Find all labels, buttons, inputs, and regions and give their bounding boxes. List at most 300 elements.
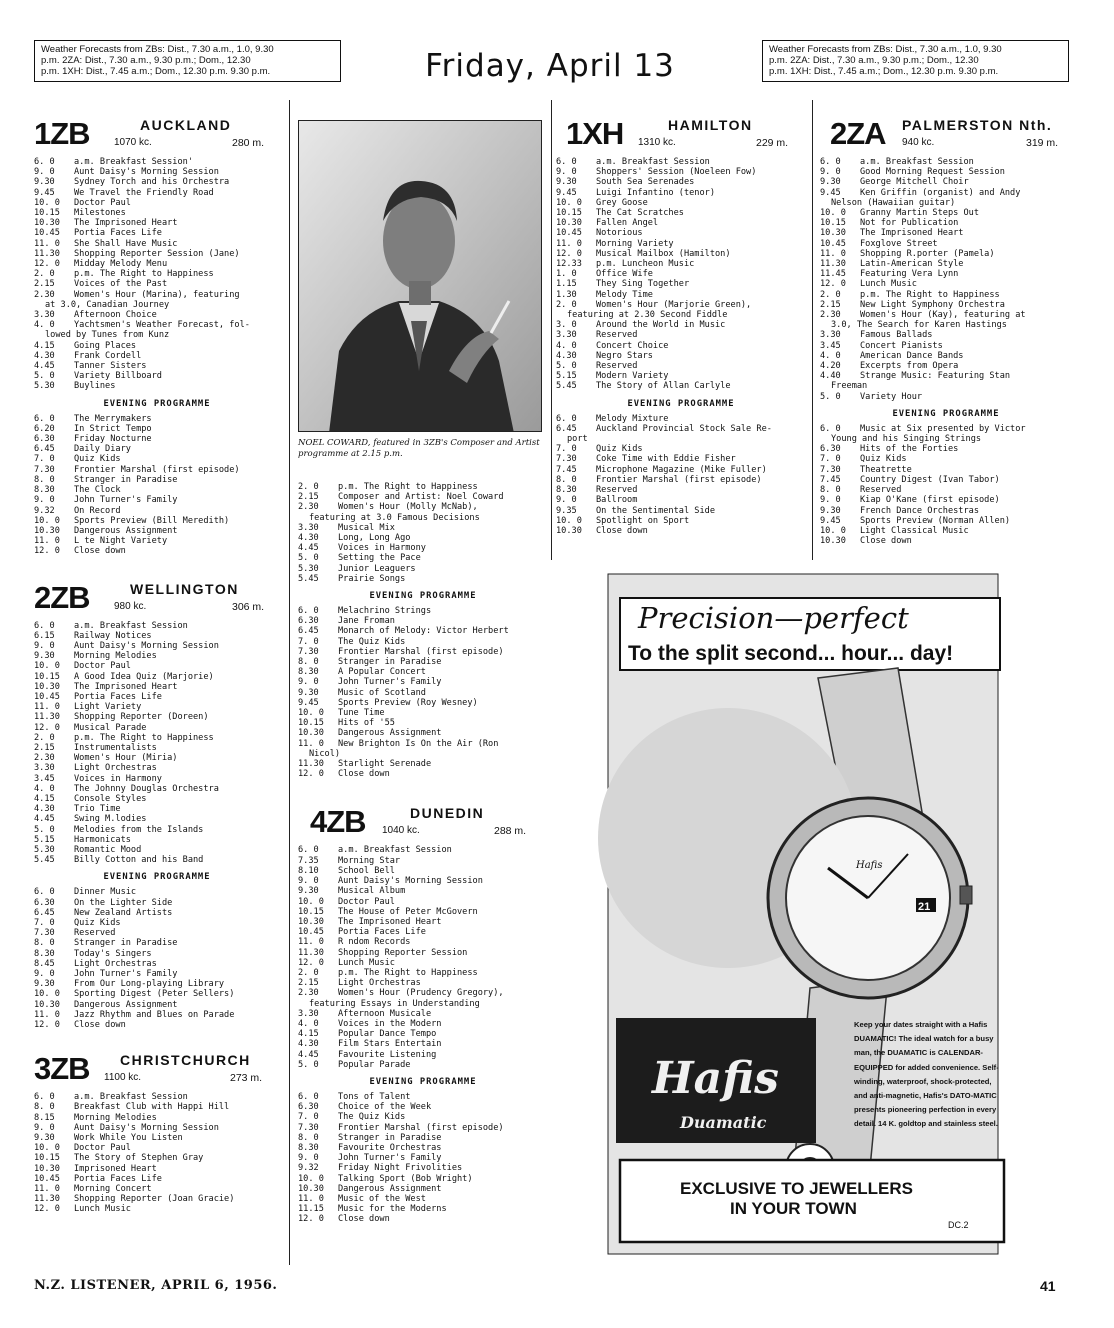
programme-time: 8. 0 (298, 1132, 319, 1143)
programme-time: 5.30 (298, 563, 319, 574)
programme-title: p.m. Luncheon Music (596, 259, 695, 270)
station-call-sign: 1XH (566, 116, 624, 151)
programme-title: Light Orchestras (74, 763, 157, 774)
column-1 (34, 117, 280, 1215)
exclusive-line1: EXCLUSIVE TO JEWELLERS (680, 1179, 914, 1198)
programme-list (34, 1092, 280, 1214)
programme-title: The Story of Stephen Gray (74, 1153, 204, 1164)
programme-title: Women's Hour (Kay), featuring at (860, 310, 1026, 321)
programme-time: 7.30 (298, 1122, 319, 1133)
programme-title: Dangerous Assignment (338, 728, 442, 739)
programme-title: Concert Choice (596, 340, 669, 351)
programme-title: Lunch Music (338, 957, 395, 968)
programme-item (34, 198, 280, 208)
programme-item (556, 157, 806, 167)
programme-time: 4.30 (34, 804, 55, 815)
programme-item (34, 631, 280, 641)
programme-time: 10.45 (556, 228, 582, 239)
programme-item (298, 759, 548, 769)
forecast-line: p.m. 1XH: Dist., 7.45 a.m.; Dom., 12.30 p.m. 9.30 p.m. (769, 66, 999, 77)
programme-list (556, 157, 806, 392)
programme-title: Frontier Marshal (first episode) (74, 464, 240, 475)
programme-time: 10.15 (820, 218, 846, 229)
programme-time: 7.45 (820, 474, 841, 485)
programme-time: 11.30 (34, 712, 60, 723)
programme-item (556, 361, 806, 371)
programme-title: We Travel the Friendly Road (74, 187, 214, 198)
programme-time: 12. 0 (820, 279, 846, 290)
programme-time: 7. 0 (298, 1112, 319, 1123)
programme-item (820, 208, 1072, 218)
programme-item (820, 290, 1072, 300)
programme-time: 7.30 (820, 464, 841, 475)
programme-item (556, 300, 806, 310)
programme-item (556, 465, 806, 475)
programme-time: 9.45 (820, 515, 841, 526)
programme-title: Aunt Daisy's Morning Session (74, 167, 219, 178)
evening-programme-list (820, 424, 1072, 546)
programme-title: Dangerous Assignment (74, 525, 178, 536)
programme-time: 11. 0 (820, 248, 846, 259)
programme-item (34, 1194, 280, 1204)
programme-item (34, 712, 280, 722)
programme-item (298, 1039, 548, 1049)
programme-item (34, 381, 280, 391)
programme-time: 3.30 (34, 310, 55, 321)
programme-item (556, 424, 806, 434)
programme-item (34, 424, 280, 434)
programme-title: Railway Notices (74, 630, 152, 641)
programme-time: 6. 0 (298, 845, 319, 856)
programme-item (34, 1153, 280, 1163)
programme-item (298, 968, 548, 978)
programme-title: A Popular Concert (338, 667, 426, 678)
programme-time: 4. 0 (556, 340, 577, 351)
programme-title: Shopping Reporter (Joan Gracie) (74, 1194, 235, 1205)
programme-title: The Imprisoned Heart (74, 681, 178, 692)
programme-time: 6. 0 (298, 1091, 319, 1102)
programme-item (556, 239, 806, 249)
programme-time: 4.40 (820, 371, 841, 382)
station-1zb (34, 117, 280, 557)
programme-time: 10. 0 (34, 1143, 60, 1154)
column-4 (820, 117, 1072, 546)
programme-item (556, 526, 806, 536)
programme-time: 11. 0 (298, 1193, 324, 1204)
programme-title: Portia Faces Life (74, 691, 162, 702)
programme-item (34, 434, 280, 444)
programme-title: Quiz Kids (74, 918, 121, 928)
programme-title: The Clock (74, 485, 121, 496)
programme-item (298, 1009, 548, 1019)
programme-time: 11.30 (820, 259, 846, 270)
programme-title: Doctor Paul (338, 896, 395, 907)
programme-time: 5. 0 (298, 1059, 319, 1070)
programme-item (34, 898, 280, 908)
programme-time: 6.45 (298, 626, 319, 637)
programme-title: a.m. Breakfast Session (74, 1092, 188, 1103)
programme-time: 11.30 (34, 248, 60, 259)
programme-time: 9.35 (556, 505, 577, 516)
programme-item (298, 958, 548, 968)
programme-time: 3.30 (820, 330, 841, 341)
programme-title: Sports Preview (Bill Meredith) (74, 515, 230, 526)
programme-title: Reserved (74, 928, 116, 939)
programme-time: 9.30 (34, 177, 55, 188)
programme-time: 1.15 (556, 279, 577, 290)
programme-title: Film Stars Entertain (338, 1039, 442, 1050)
programme-time: 10.15 (298, 906, 324, 917)
programme-title: p.m. The Right to Happiness (338, 967, 478, 978)
programme-time: 5. 0 (820, 391, 841, 402)
programme-time: 9.30 (298, 687, 319, 698)
programme-time: 8. 0 (34, 1102, 55, 1113)
programme-item (34, 259, 280, 269)
programme-title: Tons of Talent (338, 1091, 411, 1102)
programme-time: 8. 0 (298, 657, 319, 668)
station-call-sign: 1ZB (34, 116, 90, 151)
programme-time: 10.30 (298, 728, 324, 739)
programme-time: 6. 0 (34, 413, 55, 424)
programme-item (298, 1163, 548, 1173)
programme-item (34, 1133, 280, 1143)
programme-item (34, 485, 280, 495)
programme-item (34, 414, 280, 424)
programme-title: Buylines (74, 381, 116, 392)
programme-item (298, 1092, 548, 1102)
programme-title: John Turner's Family (74, 495, 178, 506)
programme-time: 3.30 (298, 1008, 319, 1019)
programme-item (34, 1010, 280, 1020)
programme-item (298, 1153, 548, 1163)
programme-time: 2.15 (34, 742, 55, 753)
programme-time: 9. 0 (34, 640, 55, 651)
programme-item (34, 361, 280, 371)
programme-title: Trio Time (74, 804, 121, 815)
programme-title: Doctor Paul (74, 197, 131, 208)
programme-time: 12. 0 (298, 769, 324, 780)
programme-time: 5.45 (556, 381, 577, 392)
programme-item (298, 948, 548, 958)
programme-title: Hits of '55 (338, 718, 395, 729)
programme-time: 9. 0 (34, 1122, 55, 1133)
programme-item (820, 259, 1072, 269)
programme-time: 4.15 (34, 793, 55, 804)
programme-title: Stranger in Paradise (74, 938, 178, 949)
programme-item (556, 516, 806, 526)
programme-title: The Imprisoned Heart (860, 228, 964, 239)
programme-item (298, 698, 548, 708)
programme-title: Frank Cordell (74, 350, 142, 361)
programme-item (34, 1113, 280, 1123)
programme-title: Frontier Marshal (first episode) (338, 1122, 504, 1133)
programme-item (298, 1143, 548, 1153)
programme-title: Today's Singers (74, 948, 152, 959)
programme-title: Shopping R.porter (Pamela) (860, 248, 995, 259)
programme-time: 5. 0 (298, 553, 319, 564)
programme-item (820, 454, 1072, 464)
programme-title: Musical Mailbox (Hamilton) (596, 248, 731, 259)
programme-item (34, 1102, 280, 1112)
programme-title: Hits of the Forties (860, 444, 959, 455)
programme-title: Close down (74, 1020, 126, 1031)
programme-title: Light Orchestras (74, 958, 157, 969)
programme-time: 12. 0 (34, 722, 60, 733)
programme-title: American Dance Bands (860, 350, 964, 361)
programme-time: 11.30 (298, 947, 324, 958)
programme-item (556, 485, 806, 495)
publication-footer: N.Z. LISTENER, APRIL 6, 1956. (34, 1278, 278, 1293)
programme-item (298, 1029, 548, 1039)
programme-time: 6.30 (820, 444, 841, 455)
programme-time: 6.20 (34, 423, 55, 434)
programme-item (820, 536, 1072, 546)
station-1xh (556, 117, 806, 536)
programme-title: Lunch Music (74, 1204, 131, 1215)
evening-programme-heading: EVENING PROGRAMME (369, 591, 477, 602)
programme-item (298, 907, 548, 917)
programme-time: 2.15 (298, 492, 319, 503)
programme-time: 7.30 (298, 646, 319, 657)
programme-time: 4. 0 (34, 783, 55, 794)
programme-title: Portia Faces Life (74, 228, 162, 239)
programme-time: 9.30 (298, 886, 319, 897)
programme-item (34, 157, 280, 167)
programme-time: 9.45 (34, 187, 55, 198)
programme-title: a.m. Breakfast Session' (74, 157, 193, 167)
programme-title: The House of Peter McGovern (338, 906, 478, 917)
programme-time: 9. 0 (298, 677, 319, 688)
programme-title: 3.0, The Search for Karen Hastings (831, 320, 1007, 331)
date-window: 21 (918, 901, 931, 913)
programme-item (34, 465, 280, 475)
programme-time: 10.30 (34, 1163, 60, 1174)
programme-title: Dangerous Assignment (338, 1183, 442, 1194)
programme-item (556, 167, 806, 177)
station-3zb (34, 1052, 280, 1214)
programme-time: 9. 0 (298, 1153, 319, 1164)
programme-time: 9.45 (298, 697, 319, 708)
programme-time: 4.45 (34, 361, 55, 372)
programme-item (820, 167, 1072, 177)
evening-programme-heading: EVENING PROGRAMME (627, 398, 735, 409)
programme-time: 3.30 (34, 763, 55, 774)
programme-time: 10.30 (820, 536, 846, 547)
programme-time: 8.10 (298, 865, 319, 876)
programme-title: The Imprisoned Heart (74, 218, 178, 229)
ad-brand: Hafis (652, 1053, 779, 1104)
programme-item (820, 351, 1072, 361)
programme-time: 9.30 (34, 1133, 55, 1144)
programme-title: Close down (338, 1214, 390, 1225)
station-call-sign: 2ZA (830, 116, 886, 151)
programme-title: Musical Album (338, 886, 406, 897)
programme-title: Jane Froman (338, 616, 395, 627)
programme-title: George Mitchell Choir (860, 177, 969, 188)
programme-title: Spotlight on Sport (596, 515, 690, 526)
programme-item (298, 1204, 548, 1214)
programme-time: 5.15 (34, 834, 55, 845)
programme-time: 11. 0 (298, 937, 324, 948)
programme-item (820, 330, 1072, 340)
programme-time: 6. 0 (34, 157, 55, 167)
programme-time: 4.30 (298, 533, 319, 544)
programme-item (34, 641, 280, 651)
programme-time: 10. 0 (820, 208, 846, 219)
station-frequency: 1100 kc. (104, 1072, 142, 1084)
programme-title: The Johnny Douglas Orchestra (74, 783, 219, 794)
programme-item (34, 692, 280, 702)
programme-time: 8. 0 (34, 474, 55, 485)
programme-title: Close down (860, 536, 912, 547)
programme-time: 12. 0 (298, 957, 324, 968)
programme-item (298, 1184, 548, 1194)
station-wavelength: 280 m. (232, 137, 265, 149)
programme-item (34, 1164, 280, 1174)
programme-time: 2. 0 (556, 299, 577, 310)
programme-item (34, 928, 280, 938)
programme-title: Notorious (596, 228, 643, 239)
programme-item (34, 341, 280, 351)
programme-title: Fallen Angel (596, 218, 659, 229)
programme-time: 6.45 (34, 444, 55, 455)
programme-item (34, 918, 280, 928)
forecast-box-right (762, 40, 1069, 82)
forecast-box-left (34, 40, 341, 82)
programme-time: 8. 0 (556, 474, 577, 485)
programme-title: Sports Preview (Roy Wesney) (338, 697, 478, 708)
programme-item (556, 320, 806, 330)
programme-title: Frontier Marshal (first episode) (596, 474, 762, 485)
programme-time: 6. 0 (34, 887, 55, 898)
programme-title: Console Styles (74, 793, 147, 804)
programme-item (298, 637, 548, 647)
programme-item (298, 749, 548, 759)
programme-time: 11.45 (820, 269, 846, 280)
programme-time: 11. 0 (556, 238, 582, 249)
programme-item (34, 208, 280, 218)
programme-title: Going Places (74, 340, 137, 351)
programme-item (556, 177, 806, 187)
programme-title: Breakfast Club with Happi Hill (74, 1102, 230, 1113)
programme-time: 10.30 (34, 681, 60, 692)
programme-time: 2. 0 (34, 732, 55, 743)
programme-title: The Merrymakers (74, 413, 152, 424)
programme-time: 8.30 (556, 485, 577, 496)
portrait-image (299, 121, 542, 432)
station-header (34, 1052, 280, 1092)
programme-item (298, 502, 548, 512)
programme-time: 6.45 (34, 907, 55, 918)
programme-item (298, 1174, 548, 1184)
programme-item (820, 506, 1072, 516)
programme-title: Morning Star (338, 855, 401, 866)
programme-item (820, 392, 1072, 402)
programme-title: Jazz Rhythm and Blues on Parade (74, 1009, 235, 1020)
programme-time: 4.15 (298, 1029, 319, 1040)
programme-time: 5. 0 (556, 361, 577, 372)
ad-copy: Keep your dates straight with a Hafis DUAMATIC! The ideal watch for a busy man, the DUAMATIC is CALENDAR-EQUIPPED for added convenience. Self-winding, waterproof, shock-protected, and anti-magnetic, Hafis's DATO-MATIC presents pioneering perfection in every detail. 14 K. goldtop and stainless steel. (854, 1020, 999, 1129)
programme-title: Doctor Paul (74, 661, 131, 672)
programme-item (298, 1123, 548, 1133)
programme-item (820, 239, 1072, 249)
programme-item (556, 444, 806, 454)
page-number: 41 (1040, 1278, 1056, 1294)
programme-time: 10.45 (34, 691, 60, 702)
programme-item (298, 876, 548, 886)
station-call-sign: 4ZB (310, 804, 366, 840)
programme-title: Light Variety (74, 702, 142, 713)
programme-title: Grey Goose (596, 197, 648, 208)
programme-time: 8.30 (298, 667, 319, 678)
programme-time: 10.30 (556, 525, 582, 536)
hafis-watch-advertisement (598, 568, 1008, 1264)
programme-item (34, 672, 280, 682)
programme-item (34, 228, 280, 238)
programme-title: Portia Faces Life (338, 927, 426, 938)
programme-title: She Shall Have Music (74, 238, 178, 249)
programme-time: 10.30 (556, 218, 582, 229)
evening-programme-list (34, 414, 280, 557)
station-4zb (298, 805, 548, 1224)
programme-time: 1.30 (556, 289, 577, 300)
programme-item (556, 341, 806, 351)
programme-time: 2.15 (34, 279, 55, 290)
programme-title: Romantic Mood (74, 844, 142, 855)
programme-time: 9.45 (820, 187, 841, 198)
programme-item (820, 361, 1072, 371)
programme-title: lowed by Tunes from Kunz (45, 330, 170, 341)
programme-title: Friday Nocturne (74, 434, 152, 445)
programme-title: Yachtsmen's Weather Forecast, fol- (74, 320, 250, 331)
programme-time: 2.15 (298, 978, 319, 989)
programme-time: 6. 0 (820, 157, 841, 167)
programme-title: Aunt Daisy's Morning Session (74, 640, 219, 651)
programme-item (298, 1214, 548, 1224)
programme-time: 7. 0 (34, 454, 55, 465)
programme-title: port (567, 434, 588, 445)
programme-time: 4.45 (34, 814, 55, 825)
programme-title: Portia Faces Life (74, 1173, 162, 1184)
programme-time: 10.45 (34, 228, 60, 239)
programme-title: School Bell (338, 865, 395, 876)
programme-title: Starlight Serenade (338, 759, 432, 770)
programme-title: The Imprisoned Heart (338, 916, 442, 927)
programme-item (298, 1102, 548, 1112)
programme-item (298, 606, 548, 616)
programme-item (820, 228, 1072, 238)
programme-title: Voices in Harmony (74, 773, 162, 784)
programme-item (34, 516, 280, 526)
programme-title: Doctor Paul (74, 1143, 131, 1154)
station-2zb (34, 581, 280, 1031)
programme-title: Reserved (860, 485, 902, 496)
programme-item (34, 249, 280, 259)
programme-time: 10. 0 (34, 197, 60, 208)
programme-title: New Zealand Artists (74, 907, 173, 918)
programme-time: 6.30 (298, 616, 319, 627)
programme-time: 10. 0 (34, 661, 60, 672)
programme-title: at 3.0, Canadian Journey (45, 299, 170, 310)
station-frequency: 1310 kc. (638, 137, 676, 148)
programme-item (556, 279, 806, 289)
programme-time: 10.15 (34, 1153, 60, 1164)
programme-title: The Story of Allan Carlyle (596, 381, 731, 392)
programme-time: 11. 0 (34, 1184, 60, 1195)
programme-item (34, 269, 280, 279)
evening-programme-heading: EVENING PROGRAMME (892, 408, 1000, 419)
programme-item (820, 341, 1072, 351)
